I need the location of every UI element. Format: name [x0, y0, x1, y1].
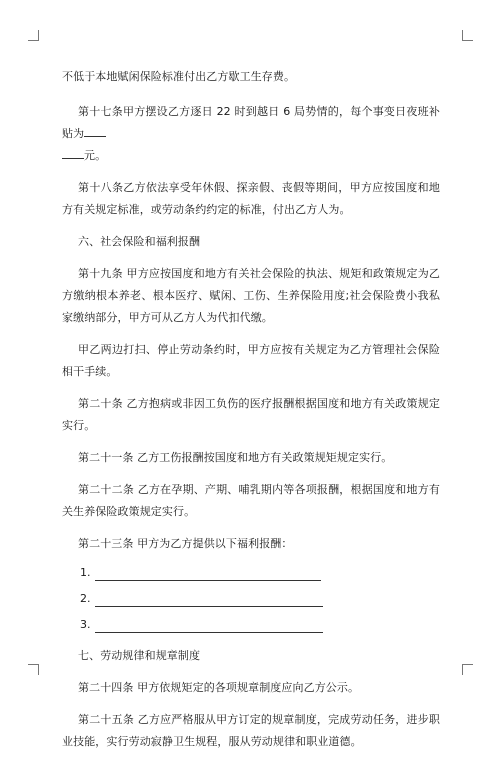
- paragraph-article-22: 第二十二条 乙方在孕期、产期、哺乳期内等各项报酬，根据国度和地方有关生养保险政策规定实行。: [62, 483, 440, 518]
- welfare-item-2-number: 2.: [80, 592, 91, 605]
- paragraph-article-18: 第十八条乙方依法享受年休假、探亲假、丧假等期间，甲方应按国度和地方有关规定标准，或劳动条约约定的标准，付出乙方人为。: [62, 181, 440, 216]
- welfare-item-2: [80, 591, 440, 607]
- paragraph-article-20: 第二十条 乙方抱病或非因工负伤的医疗报酬根据国度和地方有关政策规定实行。: [62, 397, 440, 432]
- section-heading-7: 七、劳动规律和规章制度: [78, 649, 201, 662]
- paragraph-article-25: 第二十五条 乙方应严格服从甲方订定的规章制度，完成劳动任务，进步职业技能，实行劳动寂静卫生规程，服从劳动规律和职业道德。: [62, 713, 440, 748]
- article-17-text: 第十七条甲方摆设乙方逐日 22 时到越日 6 局势情的，每个事变日夜班补贴为: [62, 105, 440, 140]
- document-body: [62, 66, 440, 763]
- welfare-item-3: [80, 617, 440, 633]
- crop-mark-bottom-left: [28, 664, 39, 675]
- paragraph-social-insurance-procedures: 甲乙两边打扫、停止劳动条约时，甲方应按有关规定为乙方管理社会保险相干手续。: [62, 343, 440, 378]
- paragraph-article-17: [62, 101, 440, 167]
- welfare-item-1: [80, 565, 440, 581]
- night-allowance-blank-cont[interactable]: [62, 148, 84, 159]
- welfare-item-1-number: 1.: [80, 566, 91, 579]
- welfare-item-3-blank[interactable]: [95, 621, 323, 633]
- paragraph-article-19: 第十九条 甲方应按国度和地方有关社会保险的执法、规矩和政策规定为乙方缴纳根本养老、根本医疗、赋闲、工伤、生养保险用度;社会保险费小我私家缴纳部分，甲方可从乙方人为代扣代缴。: [62, 267, 440, 324]
- paragraph-article-21: 第二十一条 乙方工伤报酬按国度和地方有关政策规矩规定实行。: [78, 451, 393, 464]
- paragraph-maternity-pay: 不低于本地赋闲保险标准付出乙方歇工生存费。: [62, 70, 296, 83]
- crop-mark-top-left: [28, 30, 39, 41]
- welfare-item-3-number: 3.: [80, 618, 91, 631]
- section-heading-6: 六、社会保险和福利报酬: [78, 235, 201, 248]
- night-allowance-blank[interactable]: [84, 126, 106, 137]
- welfare-item-1-blank[interactable]: [95, 569, 321, 581]
- crop-mark-top-right: [462, 30, 473, 41]
- welfare-item-2-blank[interactable]: [95, 595, 323, 607]
- paragraph-article-24: 第二十四条 甲方依规矩定的各项规章制度应向乙方公示。: [78, 681, 360, 694]
- article-17-unit: 元。: [84, 149, 107, 162]
- crop-mark-bottom-right: [462, 664, 473, 675]
- paragraph-article-23: 第二十三条 甲方为乙方提供以下福利报酬：: [78, 537, 293, 550]
